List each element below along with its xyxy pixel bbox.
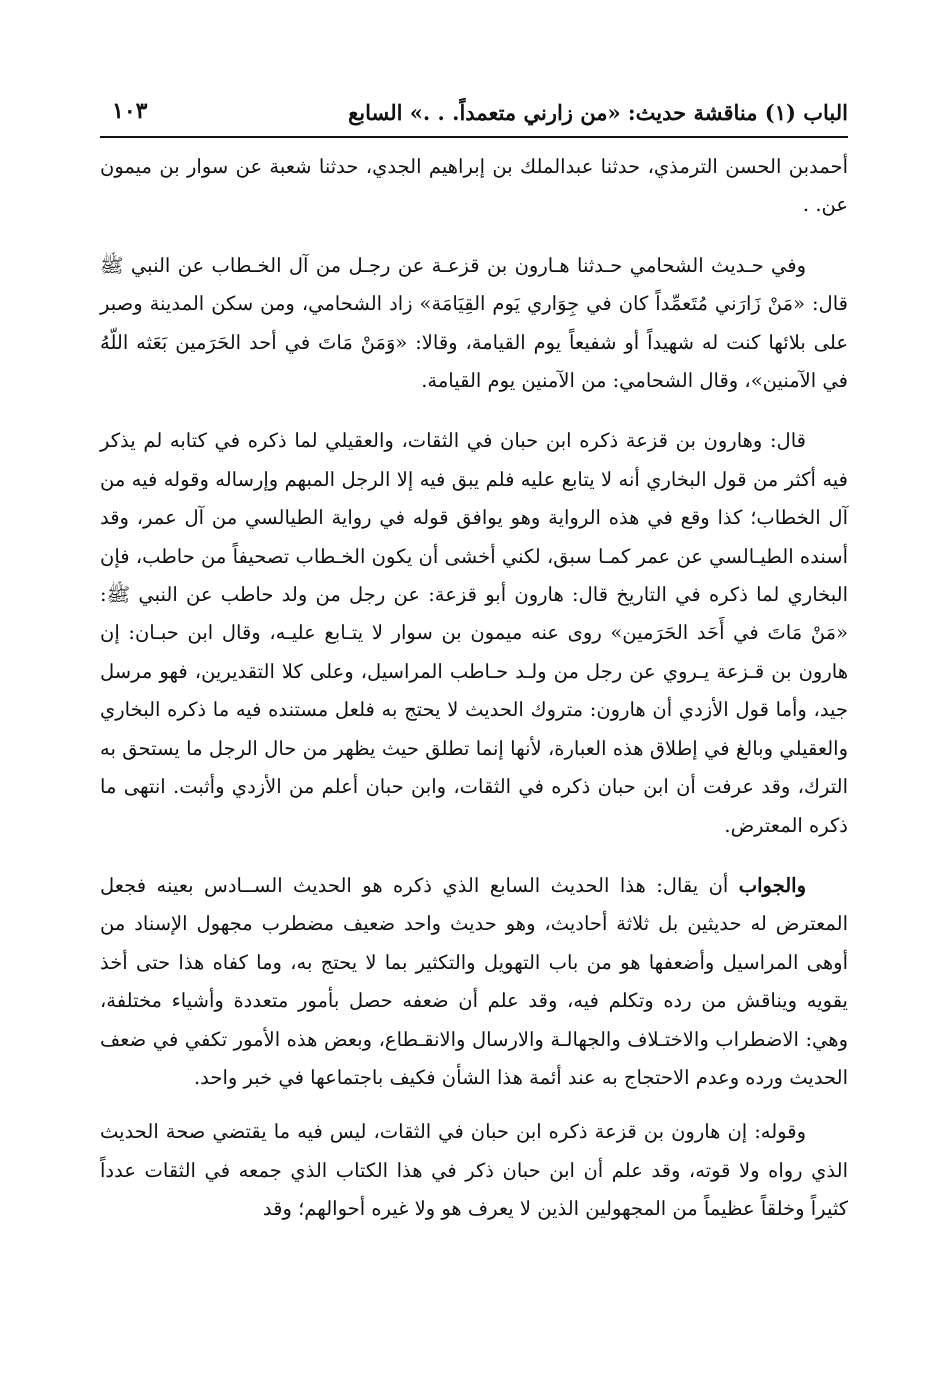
paragraph-shahhami-hadith — [100, 247, 848, 401]
page-number: ١٠٣ — [112, 98, 148, 124]
book-page — [100, 92, 848, 1245]
response-lead-word: والجواب — [738, 873, 806, 897]
paragraph-text: وقوله: إن هارون بن قزعة ذكره ابن حبان في الثقات، ليس فيه ما يقتضي صحة الحديث الذي رواه ولا قوته، وقد علم أن ابن حبان ذكر في هذا الكتاب الذي جمعه في الثقات عدداً كثيراً وخلقاً عظيماً من المجهولين الذين لا يعرف هو ولا غيره أحوالهم؛ وقد — [100, 1120, 848, 1221]
paragraph-text: أحمدبن الحسن الترمذي، حدثنا عبدالملك بن إبراهيم الجدي، حدثنا شعبة عن سوار بن ميمون عن. . — [100, 155, 848, 217]
paragraph-isnad-continuation — [100, 148, 848, 225]
paragraph-ibn-hibban-discussion — [100, 1113, 848, 1228]
chapter-title: الباب (١) مناقشة حديث: «من زارني متعمداً. . .» السابع — [348, 100, 848, 125]
paragraph-text: أن يقال: هذا الحديث السابع الذي ذكره هو الحديث الســادس بعينه فجعل المعترض له حديثين بل ثلاثة أحاديث، وهو حديث واحد ضعيف مضطرب مجهول الإسناد من أوهى المراسيل وأضعفها هو من باب التهويل والتكثير بما لا يحتج به، وما كفاه هذا حتى أخذ يقويه ويناقش من رده وتكلم فيه، وقد علم أن ضعفه حصل بأمور متعددة وأشياء مختلفة، وهي: الاضطراب والاختـلاف والجهالـة والارسال والانقـطاع، وبعض هذه الأمور تكفي في ضعف الحديث ورده وعدم الاحتجاج به عند أئمة هذا الشأن فكيف باجتماعها في خبر واحد. — [100, 873, 848, 1089]
paragraph-text: وفي حـديث الشحامي حـدثنا هـارون بن قزعـة عن رجـل من آل الخـطاب عن النبي ﷺ قال: «مَنْ زَارَني مُتَعمِّداً كان في جِوَاري يَوم القِيَامَة» زاد الشحامي، ومن سكن المدينة وصبر على بلائها كنت له شهيداً أو شفيعاً يوم القيامة، وقالا: «وَمَنْ مَاتَ في أحد الحَرَمين بَعَثه اللّهُ في الآمنين»، وقال الشحامي: من الآمنين يوم القيامة. — [100, 253, 848, 393]
paragraph-objector-argument — [100, 422, 848, 844]
paragraph-text: قال: وهارون بن قزعة ذكره ابن حبان في الثقات، والعقيلي لما ذكره في كتابه لم يذكر فيه أكثر من قول البخاري أنه لا يتابع عليه فلم يبق فيه إلا الرجل المبهم وإرساله وقوله فيه من آل الخطاب؛ كذا وقع في هذه الرواية وهو يوافق قوله في رواية الطيالسي من آل عمر، وقد أسنده الطيـالسي عن عمر كمـا سبق، لكني أخشى أن يكون الخـطاب تصحيفاً من حاطب، فإن البخاري لما ذكره في التاريخ قال: هارون أبو قزعة: عن رجل من ولد حاطب عن النبي ﷺ: «مَنْ مَاتَ في أَحَد الحَرَمين» روى عنه ميمون بن سوار لا يتـابع عليـه، وقال ابن حبـان: إن هارون بن قـزعة يـروي عن رجل من ولـد حـاطب المراسيل، وعلى كلا التقديرين، فهو مرسل جيد، وأما قول الأزدي أن هارون: متروك الحديث لا يحتج به فلعل مستنده فيه ما ذكره البخاري والعقيلي وبالغ في إطلاق هذه العبارة، لأنها إنما تطلق حيث يظهر من حال الرجل ما يستحق به الترك، وقد عرفت أن ابن حبان ذكره في الثقات، وابن حبان أعلم من الأزدي وأثبت. انتهى ما ذكره المعترض. — [100, 429, 848, 837]
paragraph-response — [100, 867, 848, 1097]
main-text — [100, 148, 848, 1229]
running-header — [100, 92, 848, 138]
